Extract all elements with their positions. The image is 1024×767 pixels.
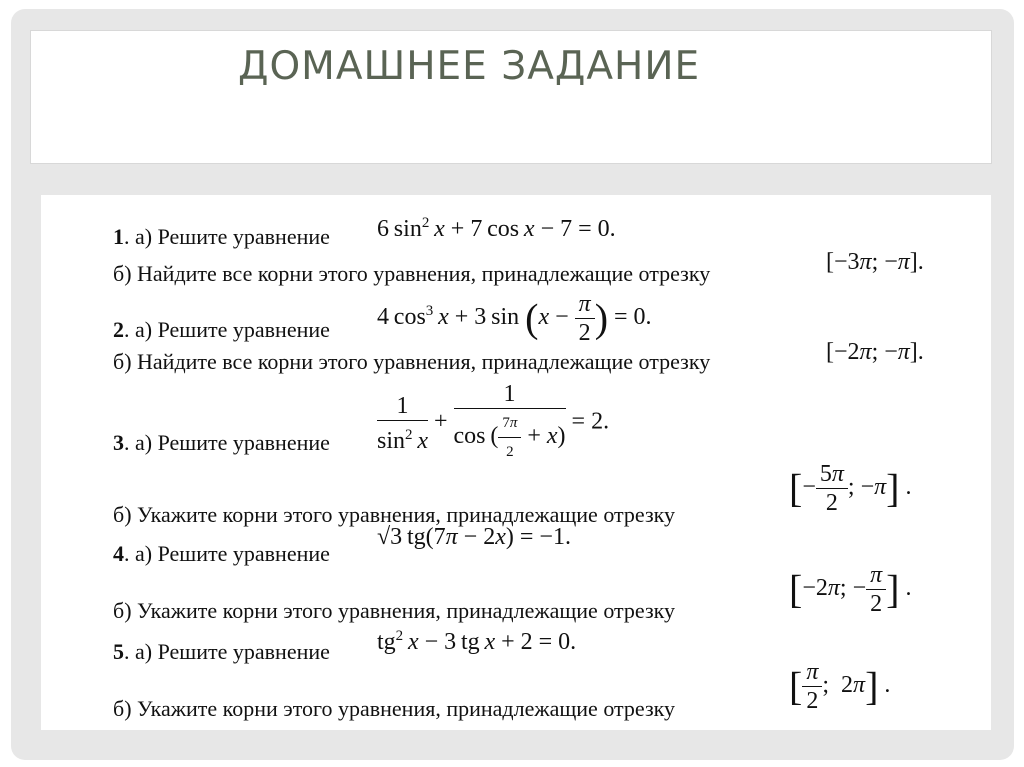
task-2-part-b: б) Найдите все корни этого уравнения, принадлежащие отрезку xyxy=(113,349,711,374)
task-5-equation: $tg^2$ x − 3 tg x + 2 = 0. xyxy=(377,628,577,655)
task-2-equation: 4 $\cos^3 x + 3$ sin (x − $\frac{\pi}{2}$ ) = 0. xyxy=(377,291,652,346)
slide-title: ДОМАШНЕЕ ЗАДАНИЕ xyxy=(238,44,701,89)
task-4-part-b: б) Укажите корни этого уравнения, принадлежащие отрезку xyxy=(113,598,676,623)
task-5-part-a: 5. а) Решите уравнение xyxy=(113,639,330,664)
task-1-part-a: 1. а) Решите уравнение xyxy=(113,224,330,249)
task-3-part-a: 3. а) Решите уравнение xyxy=(113,430,330,455)
task-3-interval: [− $\frac{5\pi}{2}$ ; −π] . xyxy=(789,461,912,516)
task-3-equation: $\frac{1}{\sin^2 x}$ + 1 cos ( $\frac{7\pi}{2}$ + x) = 2. xyxy=(377,381,610,460)
task-2-interval: [−2π; −π]. xyxy=(826,339,924,365)
task-1-equation: 6 $\sin^2 x + 7$ cos x − 7 = 0. xyxy=(377,215,616,242)
task-4-part-a: 4. а) Решите уравнение xyxy=(113,541,330,566)
task-3-part-b: б) Укажите корни этого уравнения, принадлежащие отрезку xyxy=(113,502,676,527)
task-1-interval: [−3π; −π]. xyxy=(826,249,924,275)
task-1-part-b: б) Найдите все корни этого уравнения, принадлежащие отрезку xyxy=(113,261,711,286)
task-4-equation: √3 tg(7π − 2x) = −1. xyxy=(377,524,571,550)
task-2-part-a: 2. а) Решите уравнение xyxy=(113,317,330,342)
task-5-part-b: б) Укажите корни этого уравнения, принадлежащие отрезку xyxy=(113,696,676,721)
task-4-interval: [−2π; − $\frac{\pi}{2}$ ] . xyxy=(789,562,912,617)
task-5-interval: [ $\frac{\pi}{2}$ ; 2π] . xyxy=(789,659,891,714)
